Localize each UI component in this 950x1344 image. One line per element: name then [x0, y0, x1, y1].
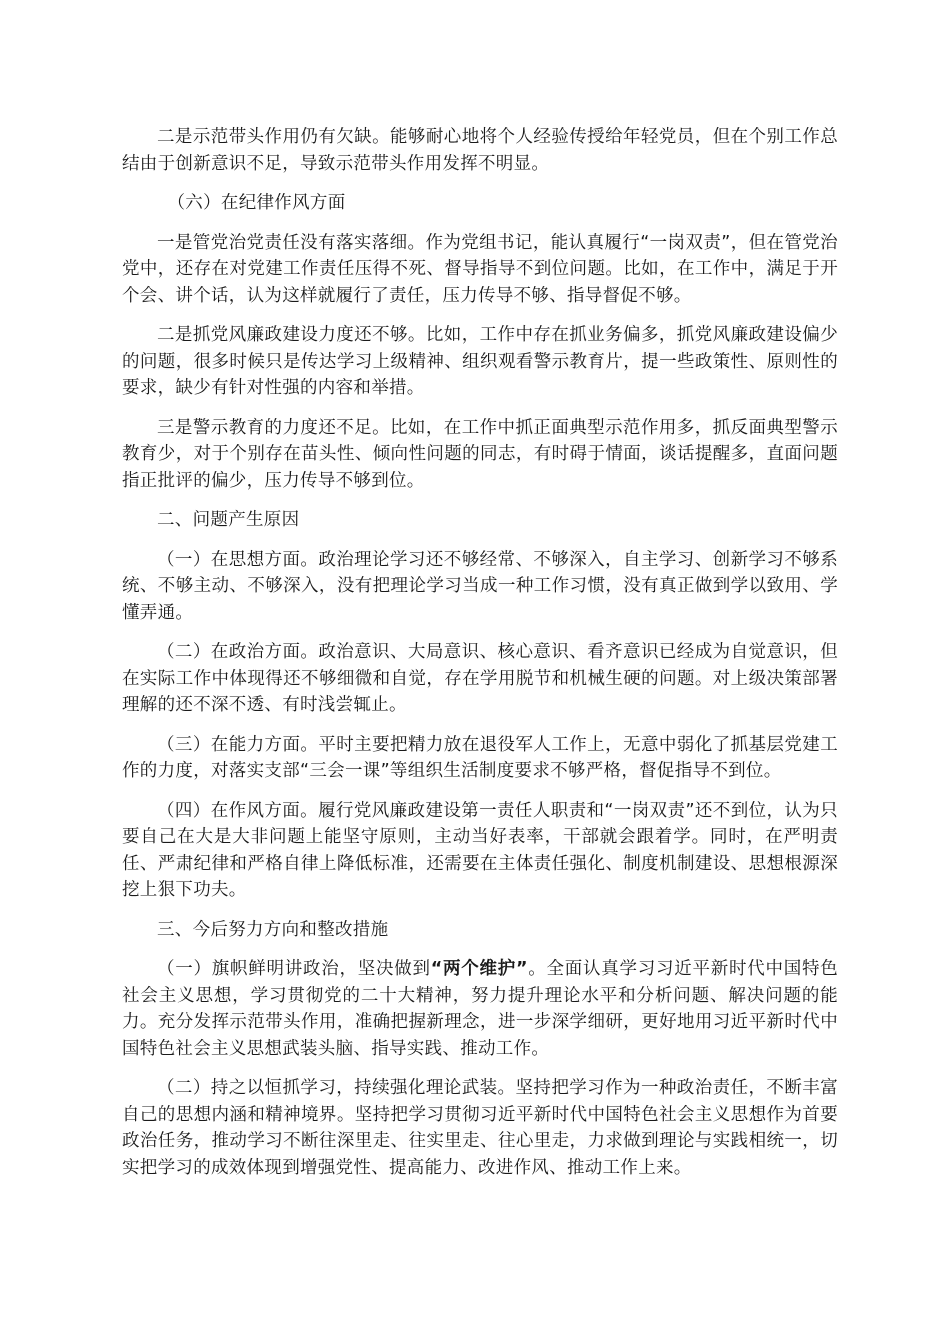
paragraph-demonstration-role: 二是示范带头作用仍有欠缺。能够耐心地将个人经验传授给年轻党员，但在个别工作总结由于创新意识不足，导致示范带头作用发挥不明显。 — [122, 127, 838, 174]
paragraph-cause-ability: （三）在能力方面。平时主要把精力放在退役军人工作上，无意中弱化了抓基层党建工作的力度，对落实支部“三会一课”等组织生活制度要求不够严格，督促指导不到位。 — [122, 734, 838, 781]
measure-politics-suffix: 。全面认真学习习近平新时代中国特色社会主义思想，学习贯彻党的二十大精神，努力提升理论水平和分析问题、解决问题的能力。充分发挥示范带头作用，准确把握新理念，进一步深学细研，更好地用习近平新时代中国特色社会主义思想武装头脑、指导实践、推动工作。 — [122, 959, 838, 1059]
paragraph-warning-education: 三是警示教育的力度还不足。比如，在工作中抓正面典型示范作用多，抓反面典型警示教育少，对于个别存在苗头性、倾向性问题的同志，有时碍于情面，谈话提醒多，直面问题指正批评的偏少，压力传导不够到位。 — [122, 417, 838, 491]
measure-politics-prefix: （一）旗帜鲜明讲政治，坚决做到 — [157, 959, 431, 979]
paragraph-party-governance: 一是管党治党责任没有落实落细。作为党组书记，能认真履行“一岗双责”，但在管党治党中，还存在对党建工作责任压得不死、督导指导不到位问题。比如，在工作中，满足于开个会、讲个话，认为这样就履行了责任，压力传导不够、指导督促不够。 — [122, 232, 838, 306]
measure-politics-bold: “两个维护” — [430, 959, 528, 979]
paragraph-cause-style: （四）在作风方面。履行党风廉政建设第一责任人职责和“一岗双责”还不到位，认为只要自己在大是大非问题上能坚守原则，主动当好表率，干部就会跟着学。同时，在严明责任、严肃纪律和严格自律上降低标准，还需要在主体责任强化、制度机制建设、思想根源深挖上狠下功夫。 — [122, 800, 838, 900]
paragraph-measure-politics — [122, 956, 838, 1062]
paragraph-cause-politics: （二）在政治方面。政治意识、大局意识、核心意识、看齐意识已经成为自觉意识，但在实际工作中体现得还不够细微和自觉，存在学用脱节和机械生硬的问题。对上级决策部署理解的还不深不透、有时浅尝辄止。 — [122, 642, 838, 715]
section-heading-rectification: 三、今后努力方向和整改措施 — [157, 919, 389, 940]
subheading-discipline-style: （六）在纪律作风方面 — [167, 193, 346, 213]
paragraph-measure-learning: （二）持之以恒抓学习，持续强化理论武装。坚持把学习作为一种政治责任，不断丰富自己的思想内涵和精神境界。坚持把学习贯彻习近平新时代中国特色社会主义思想作为首要政治任务，推动学习不断往深里走、往实里走、往心里走，力求做到理论与实践相统一，切实把学习的成效体现到增强党性、提高能力、改进作风、推动工作上来。 — [122, 1078, 838, 1178]
paragraph-clean-government: 二是抓党风廉政建设力度还不够。比如，工作中存在抓业务偏多，抓党风廉政建设偏少的问题，很多时候只是传达学习上级精神、组织观看警示教育片，提一些政策性、原则性的要求，缺少有针对性强的内容和举措。 — [122, 325, 838, 398]
paragraph-cause-thought: （一）在思想方面。政治理论学习还不够经常、不够深入，自主学习、创新学习不够系统、不够主动、不够深入，没有把理论学习当成一种工作习惯，没有真正做到学以致用、学懂弄通。 — [122, 549, 838, 623]
section-heading-causes: 二、问题产生原因 — [157, 510, 300, 530]
document-body — [122, 124, 838, 1194]
